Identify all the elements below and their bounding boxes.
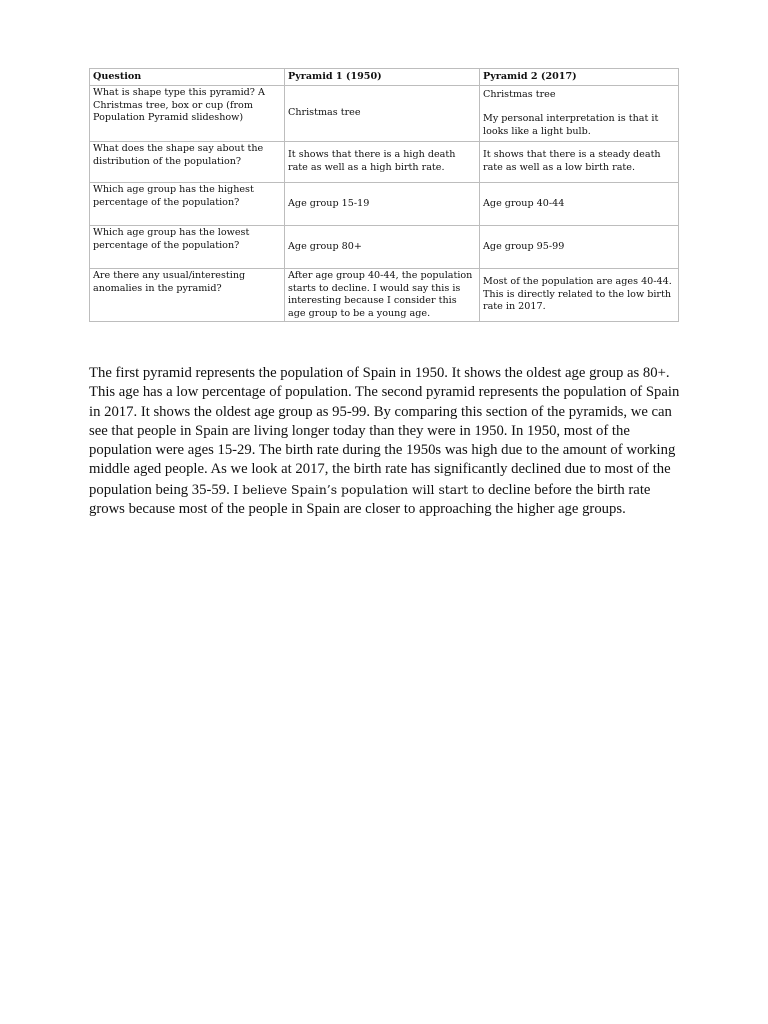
- column-header-pyramid-1950: Pyramid 1 (1950): [285, 69, 480, 86]
- pyramid-1950-cell: Christmas tree: [285, 86, 480, 142]
- pyramid-2017-note: My personal interpretation is that it looks like a light bulb.: [483, 113, 659, 137]
- pyramid-1950-cell: It shows that there is a high death rate as well as a high birth rate.: [285, 142, 480, 183]
- pyramid-2017-cell: Age group 40-44: [480, 183, 679, 226]
- pyramid-1950-cell: Age group 15-19: [285, 183, 480, 226]
- paragraph-tail-text: I believe Spain’s population will start to: [233, 481, 485, 497]
- question-cell: Are there any usual/interesting anomalies in the pyramid?: [90, 269, 285, 322]
- table-header-row: [90, 69, 679, 86]
- pyramid-1950-cell: Age group 80+: [285, 226, 480, 269]
- question-cell: Which age group has the highest percentage of the population?: [90, 183, 285, 226]
- pyramid-2017-answer: Christmas tree: [483, 88, 556, 100]
- pyramid-comparison-table: [89, 68, 679, 322]
- table-row: [90, 226, 679, 269]
- pyramid-1950-cell: After age group 40-44, the population starts to decline. I would say this is interesting because I consider this age group to be a young age.: [285, 269, 480, 322]
- question-cell: What is shape type this pyramid? A Christmas tree, box or cup (from Population Pyramid slideshow): [90, 86, 285, 142]
- table-row: [90, 269, 679, 322]
- question-cell: Which age group has the lowest percentage of the population?: [90, 226, 285, 269]
- table-row: [90, 142, 679, 183]
- table-row: [90, 86, 679, 142]
- pyramid-2017-cell: [480, 86, 679, 142]
- table-row: [90, 183, 679, 226]
- analysis-paragraph: [89, 364, 689, 519]
- question-cell: What does the shape say about the distribution of the population?: [90, 142, 285, 183]
- paragraph-end-text: decline before the birth rate grows because most of the people in Spain are closer to approaching the higher age groups.: [89, 481, 651, 518]
- column-header-pyramid-2017: Pyramid 2 (2017): [480, 69, 679, 86]
- column-header-question: Question: [90, 69, 285, 86]
- pyramid-2017-cell: Most of the population are ages 40-44. This is directly related to the low birth rate in 2017.: [480, 269, 679, 322]
- pyramid-2017-cell: Age group 95-99: [480, 226, 679, 269]
- pyramid-2017-cell: It shows that there is a steady death rate as well as a low birth rate.: [480, 142, 679, 183]
- paragraph-main-text: The first pyramid represents the population of Spain in 1950. It shows the oldest age group as 80+. This age has a low percentage of population. The second pyramid represents the population of Spain in 2017. It shows the oldest age group as 95-99. By comparing this section of the pyramids, we can see that people in Spain are living longer today than they were in 1950. In 1950, most of the population were ages 15-29. The birth rate during the 1950s was high due to the amount of working middle aged people. As we look at 2017, the birth rate has significantly declined due to most of the population being 35-59.: [89, 365, 680, 498]
